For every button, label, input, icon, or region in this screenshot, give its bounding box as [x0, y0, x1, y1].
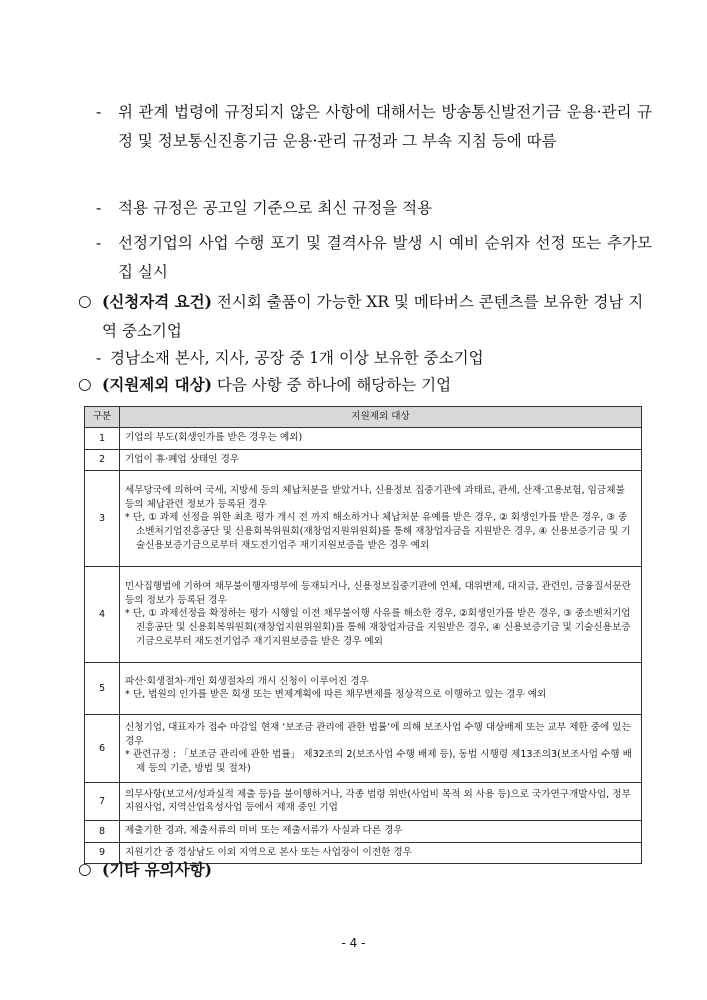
bullet-item-gyeongnam-location: [96, 344, 652, 373]
circle-marker: ○: [78, 375, 92, 393]
row-number: 1: [85, 428, 120, 450]
section-exclusion: [78, 370, 652, 400]
row-content: [120, 471, 642, 567]
bullet-item-latest-rules: [96, 194, 652, 223]
row-text: 세무당국에 의하여 국세, 지방세 등의 체납처분을 받았거나, 신용정보 집중기관에 과태료, 관세, 산재·고용보험, 임금체불 등의 체납관련 정보가 등록된 경우: [125, 485, 625, 510]
section-eligibility: [78, 287, 652, 346]
row-number: 7: [85, 783, 120, 821]
dash-marker: -: [96, 103, 102, 121]
section-heading: (신청자격 요건): [102, 292, 212, 311]
row-content: [120, 449, 642, 471]
row-number: 3: [85, 471, 120, 567]
section-heading: (지원제외 대상): [102, 375, 212, 394]
row-number: 2: [85, 449, 120, 471]
exclusion-table: [84, 406, 642, 864]
bullet-text: 경남소재 본사, 지사, 공장 중 1개 이상 보유한 중소기업: [110, 349, 484, 367]
row-text: 파산·회생절차·개인 회생절차의 개시 신청이 이루어진 경우: [125, 675, 369, 687]
table-row: [85, 428, 642, 450]
section-other-notes: [78, 855, 652, 885]
row-note: * 단, ① 과제선정을 확정하는 평가 시행일 이전 채무불이행 사유를 해소한 경우, ②회생인가를 받은 경우, ③ 중소벤처기업진흥공단 및 신용회복위원회(재창업지원위원회)를 통해 재창업자금을 지원받은 경우, ④ 신용보증기금 및 기술신용보증기금으로부터 재도전기업주 재기지원보증을 받은 경우 예외: [125, 608, 631, 647]
row-content: [120, 715, 642, 783]
section-text: 전시회 출품이 가능한 XR 및 메타버스 콘텐츠를 보유한 경남 지역 중소기업: [102, 293, 644, 340]
table-row: [85, 663, 642, 715]
row-note: * 단, 법원의 인가를 받은 회생 또는 변제계획에 따른 채무변제를 정상적으로 이행하고 있는 경우 예외: [125, 689, 547, 701]
row-text: 기업의 부도(회생인가를 받은 경우는 예외): [125, 432, 303, 443]
row-number: 9: [85, 842, 120, 864]
bullet-item-fund-rules: [96, 98, 652, 156]
row-text: 기업이 휴·폐업 상태인 경우: [125, 453, 240, 465]
circle-marker: ○: [78, 860, 92, 878]
dash-marker: -: [96, 199, 102, 217]
row-number: 5: [85, 663, 120, 715]
table-row: [85, 567, 642, 663]
row-text: 제출기한 경과, 제출서류의 미비 또는 제출서류가 사실과 다른 경우: [125, 825, 403, 837]
table-header-row: [85, 407, 642, 428]
row-content: [120, 783, 642, 821]
row-text: 민사집행법에 기하여 채무불이행자명부에 등재되거나, 신용정보집중기관에 연체, 대위변제, 대지급, 관련인, 금융질서문란 등의 정보가 등록된 경우: [125, 581, 632, 606]
row-content: [120, 567, 642, 663]
bullet-text: 적용 규정은 공고일 기준으로 최신 규정을 적용: [118, 199, 433, 217]
row-number: 6: [85, 715, 120, 783]
table-row: [85, 715, 642, 783]
row-text: 지원기간 중 경상남도 이외 지역으로 본사 또는 사업장이 이전한 경우: [125, 846, 412, 858]
row-content: [120, 428, 642, 450]
column-header-category: 구분: [85, 407, 120, 428]
section-heading: (기타 유의사항): [102, 860, 212, 879]
dash-marker: -: [96, 234, 102, 252]
table-row: [85, 821, 642, 843]
row-note: * 단, ① 과제 선정을 위한 최초 평가 개시 전 까지 해소하거나 체납처분 유예를 받은 경우, ② 회생인가를 받은 경우, ③ 중소벤처기업진흥공단 및 신용회복위원회(재창업지원위원회)를 통해 재창업자금을 지원받은 경우, ④ 신용보증기금 및 기술신용보증기금으로부터 재도전기업주 재기지원보증을 받은 경우 예외: [125, 512, 631, 551]
table-row: [85, 471, 642, 567]
row-text: 의무사항(보고서/성과실적 제출 등)을 불이행하거나, 각종 법령 위반(사업비 목적 외 사용 등)으로 국가연구개발사업, 정부지원사업, 지역산업육성사업 등에서 제재 중인 기업: [125, 788, 631, 814]
section-text: 다음 사항 중 하나에 해당하는 기업: [216, 376, 452, 394]
circle-marker: ○: [78, 292, 92, 310]
column-header-exclusion: 지원제외 대상: [120, 407, 642, 428]
row-number: 4: [85, 567, 120, 663]
row-number: 8: [85, 821, 120, 843]
page-number: - 4 -: [341, 936, 366, 950]
row-note: * 관련규정 : 「보조금 관리에 관한 법률」 제32조의 2(보조사업 수행 배제 등), 동법 시행령 제13조의3(보조사업 수행 배제 등의 기준, 방법 및 절차): [125, 749, 632, 774]
bullet-item-reserve-selection: [96, 229, 652, 287]
table-row: [85, 783, 642, 821]
bullet-text: 선정기업의 사업 수행 포기 및 결격사유 발생 시 예비 순위자 선정 또는 추가모집 실시: [118, 234, 652, 281]
row-content: [120, 821, 642, 843]
bullet-text: 위 관계 법령에 규정되지 않은 사항에 대해서는 방송통신발전기금 운용·관리 규정 및 정보통신진흥기금 운용·관리 규정과 그 부속 지침 등에 따름: [118, 103, 652, 150]
row-content: [120, 663, 642, 715]
dash-marker: -: [96, 349, 102, 367]
row-text: 신청기업, 대표자가 접수 마감일 현재 ‘보조금 관리에 관한 법률’에 의해 보조사업 수행 대상배제 또는 교부 제한 중에 있는 경우: [125, 722, 631, 747]
table-row: [85, 449, 642, 471]
